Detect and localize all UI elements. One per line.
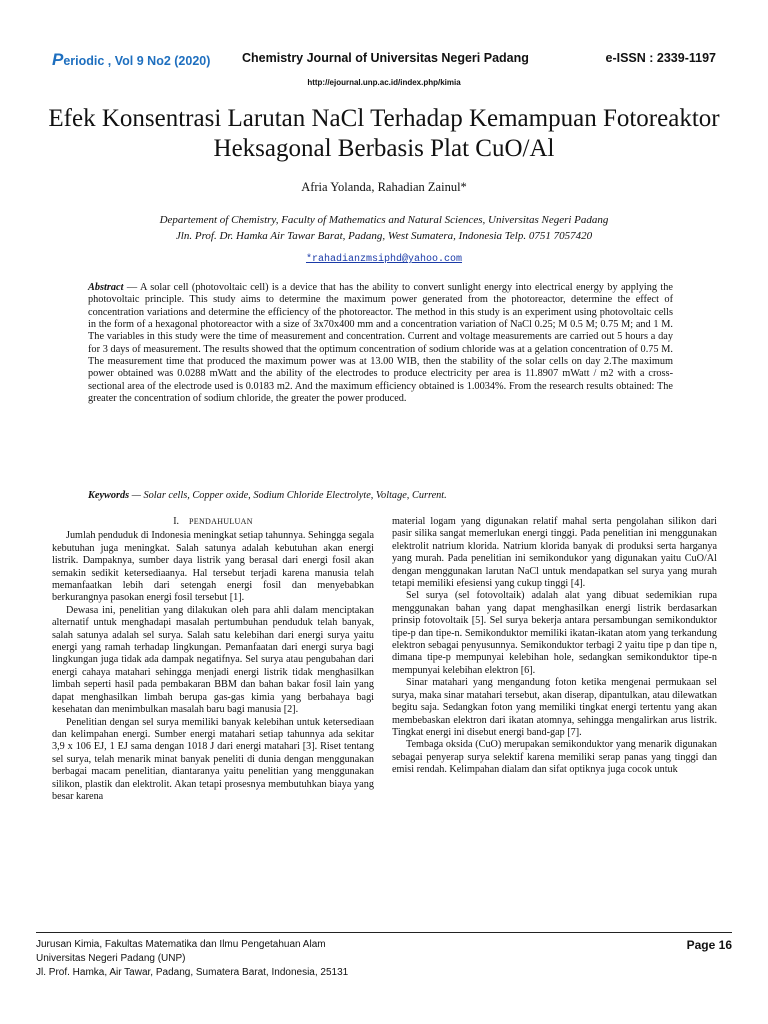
affiliation-line: Jln. Prof. Dr. Hamka Air Tawar Barat, Padang, West Sumatera, Indonesia Telp. 0751 7057420 <box>175 230 593 242</box>
journal-header <box>52 50 716 72</box>
author-affiliation <box>60 212 708 244</box>
issn-label: e-ISSN : 2339-1197 <box>605 51 716 65</box>
footer-divider <box>36 932 732 933</box>
paper-title: Efek Konsentrasi Larutan NaCl Terhadap Kemampuan Fotoreaktor Heksagonal Berbasis Plat CuO/Al <box>48 105 720 162</box>
corresponding-email[interactable]: *rahadianzmsiphd@yahoo.com <box>305 254 463 265</box>
footer-line: Jl. Prof. Hamka, Air Tawar, Padang, Sumatera Barat, Indonesia, 25131 <box>36 967 349 978</box>
left-column <box>52 516 374 803</box>
footer-line: Jurusan Kimia, Fakultas Matematika dan Ilmu Pengetahuan Alam <box>36 939 326 950</box>
body-paragraph: Dewasa ini, penelitian yang dilakukan oleh para ahli dalam menciptakan alternatif untuk menghadapi masalah pertumbuhan penduduk telah banyak, salah satunya adalah sel surya. Salah satu kelebihan dari energi surya yaitu energi yang ramah terhadap lingkungan. Pemanfaatan dari energi surya bagi lingkungan juga tidak ada dampak negatifnya. Sel surya atau pengubahan dari energi cahaya matahari sehingga menjadi energi listrik tidak menghasilkan limbah seperti hasil pada pembakaran BBM dan bahan bakar fosil lain yang dapat menghasilkan limbah berupa gas-gas kimia yang berbahaya bagi kesehatan dan menimbulkan masalah baru bagi manusia [2]. <box>52 604 374 716</box>
journal-url[interactable]: http://ejournal.unp.ac.id/index.php/kimia <box>307 78 461 87</box>
abstract-label: Abstract <box>88 282 124 293</box>
keywords-label: Keywords <box>88 490 130 501</box>
affiliation-line: Departement of Chemistry, Faculty of Mathematics and Natural Sciences, Universitas Negeri Padang <box>159 214 609 226</box>
body-paragraph: Sel surya (sel fotovoltaik) adalah alat yang dibuat sedemikian rupa menggunakan bahan yang dapat menghasilkan energi listrik berdasarkan prinsip fotovoltaik [5]. Sel surya bekerja antara persambungan semikonduktor tipe-p dan tipe-n. Semikonduktor memiliki ikatan-ikatan atom yang terkandung elektron sebagai penyusunnya. Semikonduktor terbagi 2 yaitu tipe p dan tipe n, dimana tipe-p mempunyai kelebihan hole, sedangkan semikonduktor tipe-n mempunyai kelebihan elektron [6]. <box>392 590 717 676</box>
section-heading: I. PENDAHULUAN <box>173 516 253 527</box>
paper-authors: Afria Yolanda, Rahadian Zainul* <box>301 180 467 194</box>
periodic-label: Periodic , Vol 9 No2 (2020) <box>52 50 211 69</box>
body-paragraph: Sinar matahari yang mengandung foton ketika mengenai permukaan sel surya, maka sinar matahari tersebut, akan diserap, dipantulkan, atau dilewatkan begitu saja. Sedangkan foton yang memiliki tingkat energi tertentu yang akan membebaskan elektron dari ikatan atomnya, sehingga mengalirkan arus listrik. Tingkat energi ini disebut energi band-gap [7]. <box>392 677 717 738</box>
body-paragraph: Jumlah penduduk di Indonesia meningkat setiap tahunnya. Sehingga segala kebutuhan juga meningkat. Salah satunya adalah kebutuhan akan energi listrik. Dampaknya, sumber daya listrik yang berasal dari energi fosil akan semakin sedikit ketersediaanya. Hal tersebut terjadi karena manusia telah memanfaatkan lebih dari setengah energi fosil dan menyebabkan berkurangnya pasokan energi fosil tersebut [1]. <box>52 530 374 604</box>
abstract-text: — A solar cell (photovoltaic cell) is a device that has the ability to convert sunlight energy into electrical energy by applying the photovoltaic principle. This study aims to determine the maximum power generated from the photoreactor, determine the effect of concentration variations and determine the efficiency of the photoreactor. The method in this study is an experiment using photovoltaic cells in the form of a hexagonal photoreactor with a size of 3x70x400 mm and a concentration variation of NaCl 0.25; M 0.5 M; 0.75 M; and 1 M. The variables in this study were the time of measurement and concentration. Current and voltage measurements are carried out 5 hours a day for 3 days of measurement. The results showed that the optimum concentration of sodium chloride was at a gelation concentration of 0.75 M. The measurement time that produced the maximum power was at 13.00 WIB, then the stability of the solar cells on day 2.The maximum power obtained was 0.0288 mWatt and the ability of the electrodes to produce electricity per area is 11.8907 mWatt / m2 with a cross-sectional area of the electrode used is 0.0183 m2. And the maximum efficiency obtained is 1.0034%. From the research results obtained: The greater the concentration of sodium chloride, the greater the power produced. <box>88 282 673 405</box>
body-paragraph: Penelitian dengan sel surya memiliki banyak kelebihan untuk ketersediaan dan kelimpahan energi. Sumber energi matahari setiap tahunnya ada sekitar 3,9 x 106 EJ, 1 EJ sama dengan 1018 J dari energi matahari [3]. Riset tentang sel surya, telah menarik minat banyak peneliti di dunia dengan menggunakan berbagai macam penelitian, diantaranya yaitu penelitian yang menggunakan silikon, plastik dan elektrolit. Akan tetapi prosesnya membutuhkan biaya yang besar karena <box>52 716 374 802</box>
page-number: Page 16 <box>686 938 732 952</box>
journal-name: Chemistry Journal of Universitas Negeri Padang <box>242 51 529 65</box>
page-footer <box>36 938 732 980</box>
body-paragraph: material logam yang digunakan relatif mahal serta pengolahan silikon dari pasir silika sangat memerlukan energi tinggi. Pada penelitian ini menggunakan elektrolit natrium klorida. Natrium klorida banyak di produksi serta harganya yang murah. Pada penelitian ini semikondukor yang digunakan yaitu CuO/Al dengan menggunakan larutan NaCl untuk mendapatkan sel surya yang murah tetapi memiliki efesiensi yang cukup tinggi [4]. <box>392 516 717 590</box>
abstract <box>88 282 673 405</box>
body-paragraph: Tembaga oksida (CuO) merupakan semikonduktor yang menarik digunakan sebagai penyerap surya selektif karena memiliki serap panas yang tinggi dan emisi rendah. Kelimpahan dialam dan sifat optiknya juga cocok untuk <box>392 739 717 776</box>
footer-line: Universitas Negeri Padang (UNP) <box>36 953 186 964</box>
right-column <box>392 516 717 777</box>
keywords-text: — Solar cells, Copper oxide, Sodium Chloride Electrolyte, Voltage, Current. <box>129 490 447 501</box>
keywords <box>88 490 673 501</box>
